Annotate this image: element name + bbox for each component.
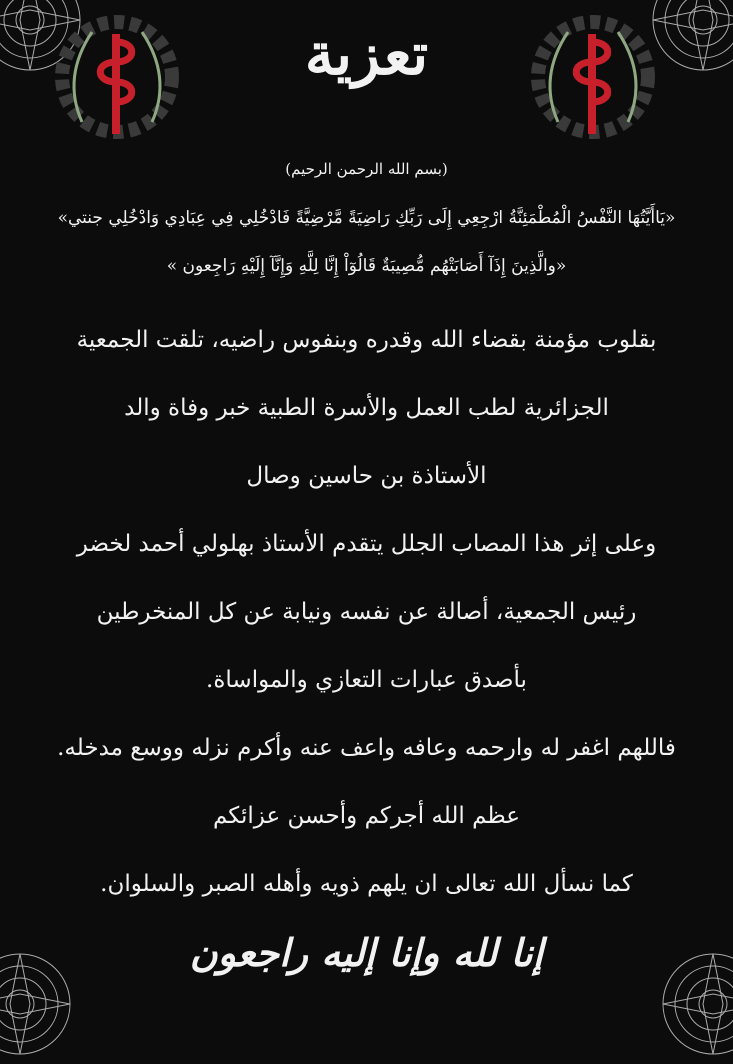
page-title: تعزية xyxy=(304,20,429,88)
quran-verse-1: «يَاأَيَّتُهَا النَّفْسُ الْمُطْمَئِنَّةُ ارْجِعِي إِلَى رَبِّكِ رَاضِيَةً مَّرْضِيَّةً فَادْخُلِي فِي عِبَادِي وَادْخُلِي جنتي» xyxy=(57,208,676,228)
message-line: كما نسأل الله تعالى ان يلهم ذويه وأهله الصبر والسلوان. xyxy=(100,871,633,897)
message-line: فاللهم اغفر له وارحمه وعافه واعف عنه وأكرم نزله ووسع مدخله. xyxy=(57,735,676,761)
closing-calligraphy: إنا لله وإنا إليه راجعون xyxy=(189,930,544,975)
message-line: وعلى إثر هذا المصاب الجلل يتقدم الأستاذ بهلولي أحمد لخضر xyxy=(76,531,657,557)
condolence-message xyxy=(30,315,703,927)
basmala-text: (بسم الله الرحمن الرحيم) xyxy=(285,160,448,178)
quran-verse-2: «والَّذِينَ إِذَآ أَصَابَتْهُم مُّصِيبَةٌ قَالُوٓاْ إِنَّا لِلَّهِ وَإِنَّآ إِلَيْهِ رَاجِعون » xyxy=(166,256,567,276)
message-line: بأصدق عبارات التعازي والمواساة. xyxy=(206,667,527,693)
message-line: رئيس الجمعية، أصالة عن نفسه ونيابة عن كل المنخرطين xyxy=(96,599,637,625)
message-line: الأستاذة بن حاسين وصال xyxy=(246,463,487,489)
message-line: عظم الله أجركم وأحسن عزائكم xyxy=(213,803,520,829)
message-line: الجزائرية لطب العمل والأسرة الطبية خبر وفاة والد xyxy=(124,395,609,421)
message-line: بقلوب مؤمنة بقضاء الله وقدره وبنفوس راضيه، تلقت الجمعية xyxy=(76,327,657,353)
